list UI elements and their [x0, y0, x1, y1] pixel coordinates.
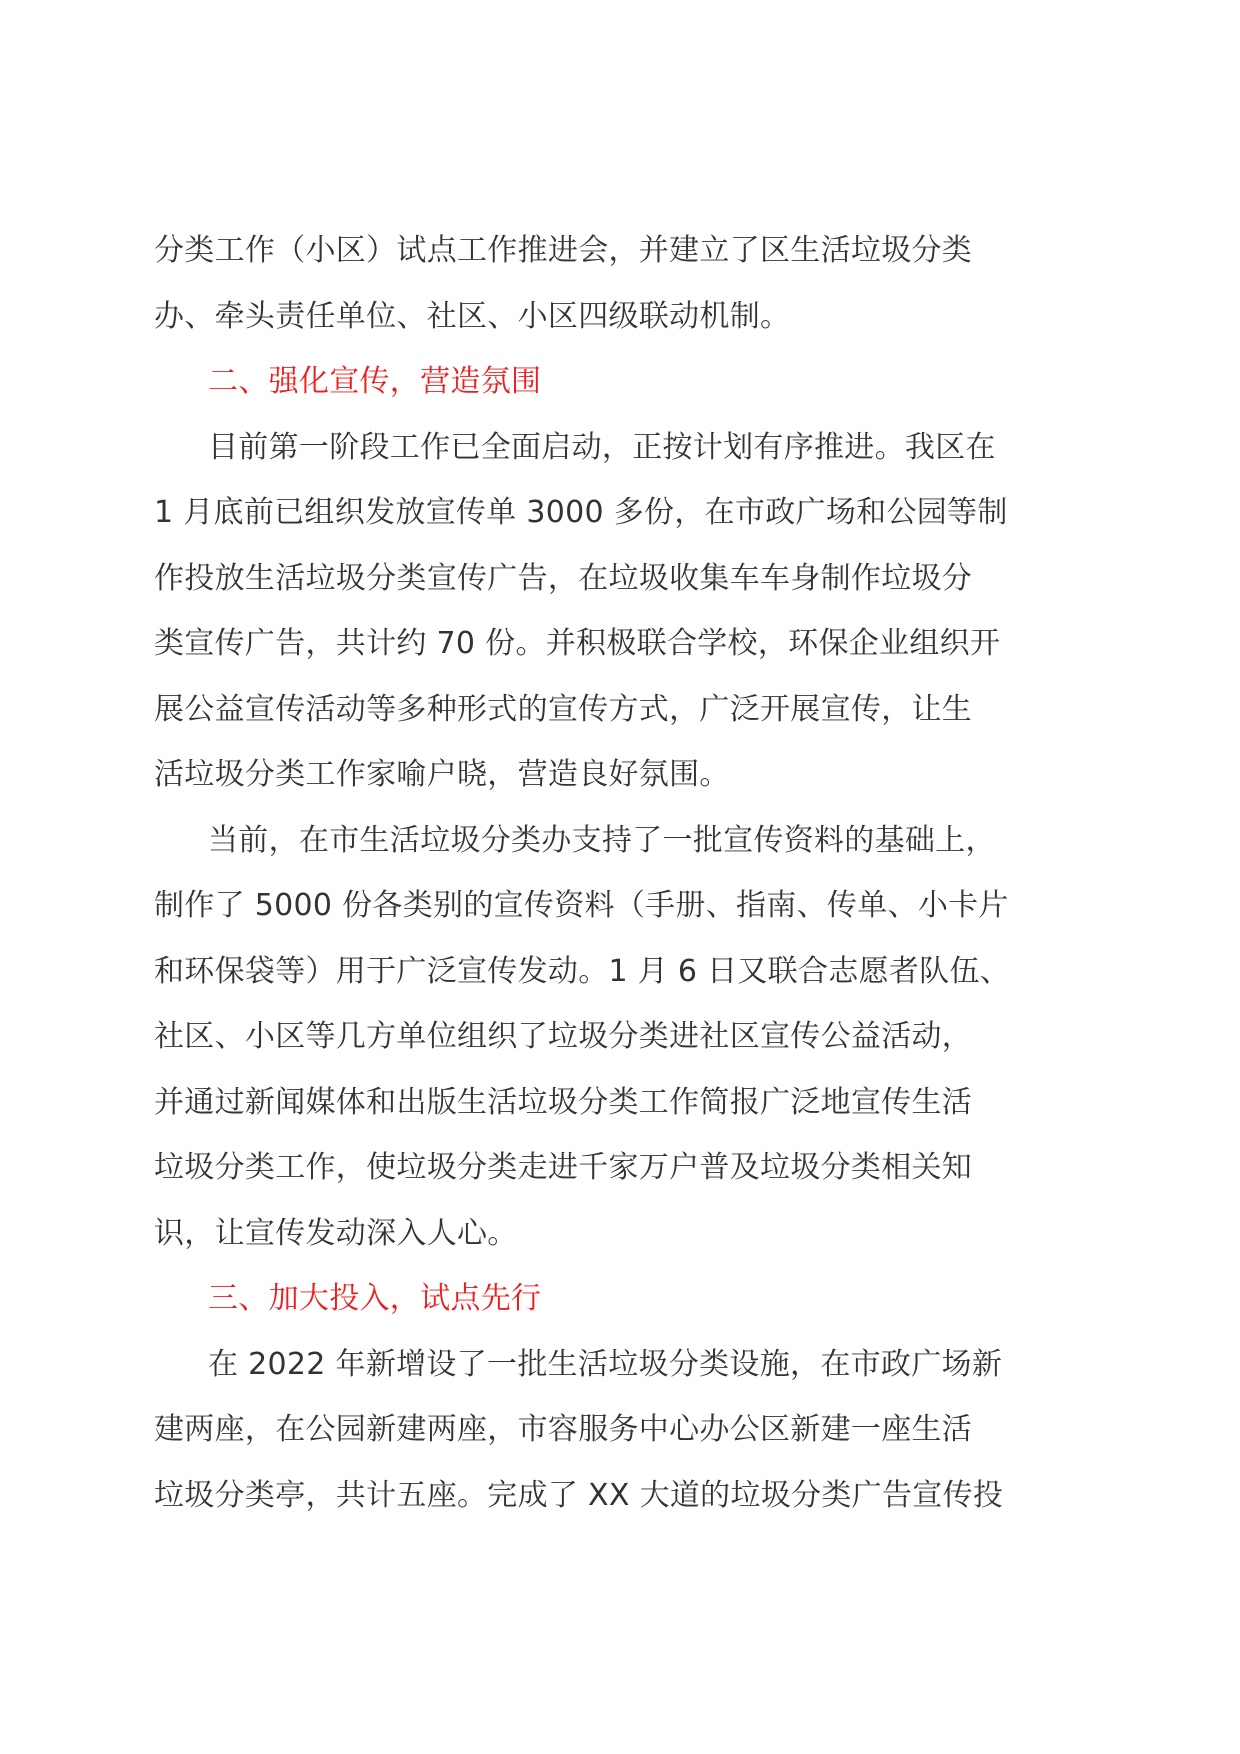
paragraph: [154, 1332, 1094, 1529]
text-line: 社区、小区等几方单位组织了垃圾分类进社区宣传公益活动，: [154, 1019, 973, 1054]
continued-paragraph: [154, 218, 1094, 349]
text-line: 建两座，在公园新建两座，市容服务中心办公区新建一座生活: [154, 1412, 973, 1447]
text-line: 展公益宣传活动等多种形式的宣传方式，广泛开展宣传，让生: [154, 691, 973, 727]
text-line: 识，让宣传发动深入人心。: [154, 1215, 518, 1251]
text-line: 垃圾分类亭，共计五座。完成了 XX 大道的垃圾分类广告宣传投: [154, 1477, 1004, 1513]
text-line: 制作了 5000 份各类别的宣传资料（手册、指南、传单、小卡片: [154, 888, 1009, 923]
text-line: 在 2022 年新增设了一批生活垃圾分类设施，在市政广场新: [208, 1346, 1003, 1382]
paragraph: [154, 415, 1094, 808]
paragraph: [154, 808, 1094, 1267]
section-heading: 二、强化宣传，营造氛围: [208, 364, 542, 399]
text-line: 当前，在市生活垃圾分类办支持了一批宣传资料的基础上，: [208, 822, 996, 858]
text-line: 垃圾分类工作，使垃圾分类走进千家万户普及垃圾分类相关知: [154, 1150, 973, 1185]
document-body: [154, 218, 1094, 1528]
section-3: [154, 1266, 1094, 1528]
text-line: 和环保袋等）用于广泛宣传发动。1 月 6 日又联合志愿者队伍、: [154, 953, 1011, 989]
section-heading: 三、加大投入，试点先行: [208, 1281, 542, 1316]
text-line: 活垃圾分类工作家喻户晓，营造良好氛围。: [154, 757, 730, 792]
text-line: 分类工作（小区）试点工作推进会，并建立了区生活垃圾分类: [154, 233, 973, 268]
text-line: 并通过新闻媒体和出版生活垃圾分类工作简报广泛地宣传生活: [154, 1084, 973, 1120]
text-line: 办、牵头责任单位、社区、小区四级联动机制。: [154, 298, 791, 334]
text-line: 类宣传广告，共计约 70 份。并积极联合学校，环保企业组织开: [154, 626, 1001, 661]
section-2: [154, 349, 1094, 1266]
text-line: 作投放生活垃圾分类宣传广告，在垃圾收集车车身制作垃圾分: [154, 560, 973, 596]
text-line: 目前第一阶段工作已全面启动，正按计划有序推进。我区在: [208, 429, 996, 465]
text-line: 1 月底前已组织发放宣传单 3000 多份，在市政广场和公园等制: [154, 495, 1008, 530]
